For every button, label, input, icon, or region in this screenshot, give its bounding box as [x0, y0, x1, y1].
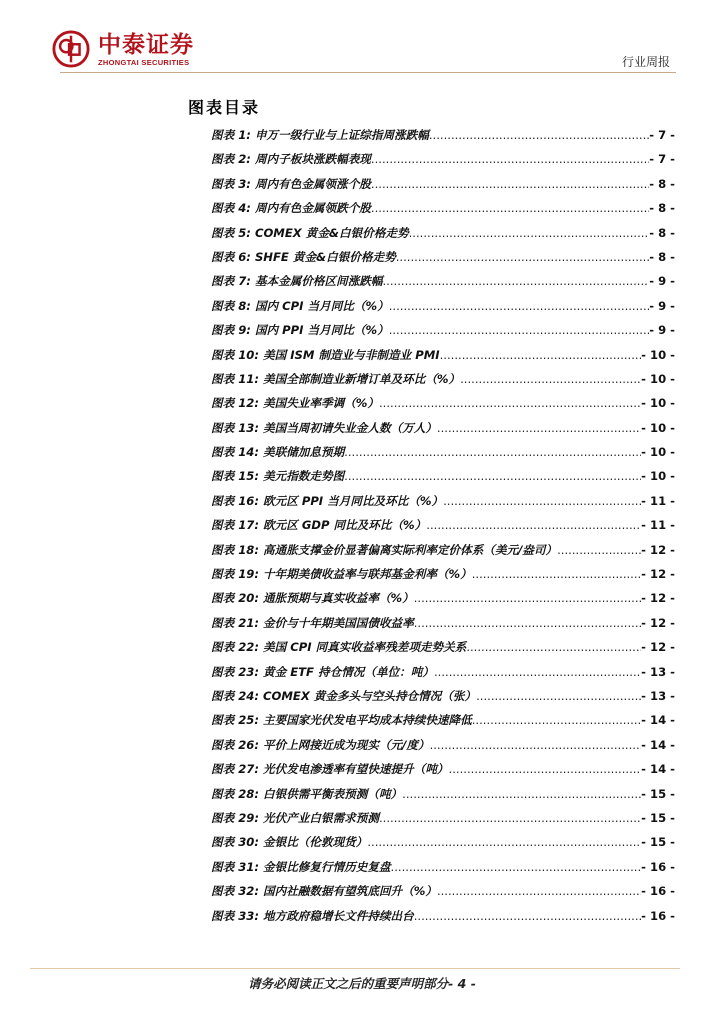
toc-entry-number: 图表 32: [211, 884, 255, 899]
toc-entry-number: 图表 7: [211, 274, 247, 289]
report-type-label: 行业周报: [621, 55, 670, 69]
toc-dot-leader: [409, 226, 650, 240]
toc-entry-title: 金银比修复行情历史复盘: [263, 859, 391, 874]
toc-entry-page: - 10 -: [641, 469, 675, 484]
toc-entry-page: - 9 -: [649, 298, 675, 313]
footer-disclaimer: 请务必阅读正文之后的重要声明部分- 4 -: [248, 976, 476, 991]
toc-entry-number: 图表 18: [211, 542, 255, 557]
toc-entry-number: 图表 24: [211, 688, 255, 703]
toc-entry[interactable]: [211, 176, 675, 200]
toc-entry-number: 图表 33: [211, 908, 255, 923]
toc-dot-leader: [460, 372, 641, 386]
toc-entry-page: - 11 -: [641, 493, 675, 508]
toc-entry-title: 通胀预期与真实收益率（%）: [263, 591, 414, 606]
toc-entry-number: 图表 29: [211, 810, 255, 825]
toc-entry-page: - 10 -: [641, 371, 675, 386]
toc-entry[interactable]: [211, 883, 675, 907]
toc-entry-title: 美国 CPI 同真实收益率残差项走势关系: [263, 640, 467, 655]
toc-entry-colon: :: [254, 859, 259, 874]
toc-heading: 图表目录: [188, 98, 261, 117]
toc-entry[interactable]: [211, 859, 675, 883]
zhongtai-logo-icon: [52, 30, 90, 68]
toc-entry-colon: :: [246, 249, 251, 264]
toc-entry[interactable]: [211, 371, 675, 395]
toc-dot-leader: [429, 128, 649, 142]
toc-entry-title: 美国 ISM 制造业与非制造业 PMI: [263, 347, 440, 362]
toc-entry-title: 美国失业率季调（%）: [263, 396, 379, 411]
toc-entry-page: - 12 -: [641, 640, 675, 655]
toc-entry-number: 图表 10: [211, 347, 255, 362]
toc-entry-title: 周内有色金属领涨个股: [254, 176, 371, 191]
toc-dot-leader: [472, 713, 641, 727]
toc-entry[interactable]: [211, 908, 675, 932]
toc-entry-colon: :: [254, 884, 259, 899]
toc-dot-leader: [414, 616, 641, 630]
toc-entry-number: 图表 2: [211, 152, 247, 167]
toc-entry-number: 图表 15: [211, 469, 255, 484]
toc-entry-page: - 15 -: [641, 835, 675, 850]
toc-entry-number: 图表 16: [211, 493, 255, 508]
toc-entry-title: 高通胀支撑金价显著偏离实际利率定价体系（美元/盎司）: [263, 542, 558, 557]
toc-entry-number: 图表 23: [211, 664, 255, 679]
toc-entry-colon: :: [246, 298, 251, 313]
toc-entry-number: 图表 13: [211, 420, 255, 435]
toc-entry[interactable]: [211, 834, 675, 858]
toc-entry[interactable]: [211, 688, 675, 712]
toc-dot-leader: [402, 787, 641, 801]
toc-entry-number: 图表 14: [211, 445, 255, 460]
toc-entry[interactable]: [211, 517, 675, 541]
toc-dot-leader: [437, 884, 641, 898]
toc-dot-leader: [430, 738, 642, 752]
toc-entry[interactable]: [211, 249, 675, 273]
toc-entry-colon: :: [254, 591, 259, 606]
toc-entry-colon: :: [254, 835, 259, 850]
toc-entry-colon: :: [246, 128, 251, 142]
toc-dot-leader: [434, 665, 641, 679]
toc-dot-leader: [371, 152, 649, 166]
toc-entry-page: - 12 -: [641, 615, 675, 630]
toc-dot-leader: [344, 469, 641, 483]
toc-entry-number: 图表 21: [211, 615, 255, 630]
toc-entry-colon: :: [254, 469, 259, 484]
toc-entry-page: - 9 -: [649, 323, 675, 338]
toc-dot-leader: [396, 250, 650, 264]
toc-entry-number: 图表 17: [211, 518, 255, 533]
toc-entry-colon: :: [254, 371, 259, 386]
toc-entry-colon: :: [246, 274, 251, 289]
toc-entry-colon: :: [254, 567, 259, 582]
toc-entry-title: 国内 PPI 当月同比（%）: [254, 323, 389, 338]
toc-entry-page: - 16 -: [641, 884, 675, 899]
toc-entry[interactable]: [211, 468, 675, 492]
toc-entry[interactable]: [211, 639, 675, 663]
toc-entry-page: - 9 -: [649, 274, 675, 289]
toc-entry-colon: :: [254, 615, 259, 630]
toc-dot-leader: [371, 201, 649, 215]
toc-entry[interactable]: [211, 298, 675, 322]
toc-entry[interactable]: [211, 566, 675, 590]
toc-entry-number: 图表 31: [211, 859, 255, 874]
toc-entry[interactable]: [211, 615, 675, 639]
toc-dot-leader: [389, 323, 650, 337]
toc-entry-colon: :: [254, 713, 259, 728]
toc-entry-number: 图表 28: [211, 786, 255, 801]
toc-entry-colon: :: [246, 201, 251, 216]
toc-dot-leader: [389, 299, 650, 313]
toc-entry-number: 图表 6: [211, 249, 247, 264]
company-logo: [52, 30, 194, 68]
toc-entry-title: 欧元区 GDP 同比及环比（%）: [263, 518, 427, 533]
toc-entry-page: - 10 -: [641, 420, 675, 435]
toc-entry[interactable]: [211, 395, 675, 419]
toc-entry[interactable]: [211, 737, 675, 761]
toc-entry[interactable]: [211, 127, 675, 151]
toc-entry[interactable]: [211, 664, 675, 688]
toc-dot-leader: [472, 567, 641, 581]
toc-entry-number: 图表 20: [211, 591, 255, 606]
toc-entry[interactable]: [211, 151, 675, 175]
toc-entry-page: - 16 -: [641, 908, 675, 923]
toc-dot-leader: [371, 177, 649, 191]
toc-entry-page: - 15 -: [641, 786, 675, 801]
toc-entry-page: - 11 -: [641, 518, 675, 533]
toc-dot-leader: [437, 421, 641, 435]
toc-entry-page: - 14 -: [641, 762, 675, 777]
toc-entry-colon: :: [254, 445, 259, 460]
logo-chinese-name: 中泰证券: [98, 31, 194, 58]
toc-entry-colon: :: [246, 323, 251, 338]
toc-dot-leader: [382, 274, 649, 288]
toc-entry-page: - 15 -: [641, 810, 675, 825]
toc-entry-title: 周内有色金属领跌个股: [254, 201, 371, 216]
toc-entry-page: - 10 -: [641, 396, 675, 411]
toc-entry-title: 国内 CPI 当月同比（%）: [254, 298, 389, 313]
toc-dot-leader: [557, 543, 641, 557]
toc-entry[interactable]: [211, 273, 675, 297]
toc-entry-colon: :: [254, 396, 259, 411]
toc-entry-number: 图表 22: [211, 640, 255, 655]
toc-dot-leader: [443, 494, 641, 508]
toc-entry-title: 光伏发电渗透率有望快速提升（吨）: [263, 762, 449, 777]
toc-entry-page: - 14 -: [641, 713, 675, 728]
toc-dot-leader: [379, 396, 641, 410]
toc-entry-title: COMEX 黄金多头与空头持仓情况（张）: [263, 688, 477, 703]
header-divider: [60, 72, 676, 73]
toc-entry-title: 美国当周初请失业金人数（万人）: [263, 420, 437, 435]
toc-entry-title: 欧元区 PPI 当月同比及环比（%）: [263, 493, 444, 508]
toc-entry-colon: :: [254, 810, 259, 825]
toc-entry-number: 图表 4: [211, 201, 247, 216]
toc-entry-title: 黄金 ETF 持仓情况（单位：吨）: [263, 664, 434, 679]
toc-entry-number: 图表 27: [211, 762, 255, 777]
toc-entry-colon: :: [254, 908, 259, 923]
toc-entry-title: 地方政府稳增长文件持续出台: [263, 908, 414, 923]
toc-entry[interactable]: [211, 225, 675, 249]
toc-entry[interactable]: [211, 493, 675, 517]
toc-entry-page: - 12 -: [641, 567, 675, 582]
toc-entry[interactable]: [211, 542, 675, 566]
toc-entry-colon: :: [254, 786, 259, 801]
toc-entry-title: 白银供需平衡表预测（吨）: [263, 786, 403, 801]
toc-entry-page: - 10 -: [641, 347, 675, 362]
toc-entry-number: 图表 5: [211, 225, 247, 240]
toc-entry-colon: :: [254, 493, 259, 508]
toc-entry-title: 十年期美债收益率与联邦基金利率（%）: [263, 567, 472, 582]
toc-entry-page: - 8 -: [649, 176, 675, 191]
toc-entry-colon: :: [246, 176, 251, 191]
toc-entry-title: 金价与十年期美国国债收益率: [263, 615, 414, 630]
toc-entry-number: 图表 1: [211, 128, 247, 142]
toc-entry[interactable]: [211, 712, 675, 736]
toc-entry[interactable]: [211, 444, 675, 468]
toc-entry-page: - 12 -: [641, 542, 675, 557]
toc-entry-page: - 10 -: [641, 445, 675, 460]
toc-entry[interactable]: [211, 590, 675, 614]
toc-entry[interactable]: [211, 347, 675, 371]
toc-entry-page: - 8 -: [649, 249, 675, 264]
toc-entry-colon: :: [254, 664, 259, 679]
toc-dot-leader: [414, 591, 641, 605]
toc-entry-colon: :: [254, 640, 259, 655]
toc-entry-page: - 12 -: [641, 591, 675, 606]
toc-dot-leader: [391, 860, 642, 874]
toc-entry-title: 主要国家光伏发电平均成本持续快速降低: [263, 713, 472, 728]
toc-entry-colon: :: [254, 420, 259, 435]
toc-entry[interactable]: [211, 761, 675, 785]
toc-entry-number: 图表 12: [211, 396, 255, 411]
toc-list: [211, 127, 675, 932]
toc-entry-number: 图表 3: [211, 176, 247, 191]
page-header: [0, 0, 724, 80]
toc-entry-title: SHFE 黄金&白银价格走势: [254, 249, 396, 264]
toc-entry-title: 金银比（伦敦现货）: [263, 835, 368, 850]
toc-entry-title: 美国全部制造业新增订单及环比（%）: [263, 371, 461, 386]
toc-entry-title: 光伏产业白银需求预测: [263, 810, 379, 825]
toc-entry-number: 图表 19: [211, 567, 255, 582]
toc-dot-leader: [414, 909, 641, 923]
toc-dot-leader: [476, 689, 641, 703]
toc-entry-colon: :: [254, 542, 259, 557]
toc-entry-title: 国内社融数据有望筑底回升（%）: [263, 884, 437, 899]
toc-entry-colon: :: [246, 225, 251, 240]
toc-entry-colon: :: [254, 688, 259, 703]
toc-entry-number: 图表 11: [211, 371, 255, 386]
toc-entry-number: 图表 26: [211, 737, 255, 752]
footer-divider: [30, 968, 680, 969]
toc-dot-leader: [449, 762, 642, 776]
toc-entry-page: - 8 -: [649, 201, 675, 216]
toc-entry-title: COMEX 黄金&白银价格走势: [254, 225, 409, 240]
toc-entry-number: 图表 30: [211, 835, 255, 850]
logo-english-name: ZHONGTAI SECURITIES: [98, 57, 190, 67]
toc-dot-leader: [379, 811, 641, 825]
toc-entry[interactable]: [211, 786, 675, 810]
toc-entry-page: - 16 -: [641, 859, 675, 874]
toc-entry-page: - 7 -: [649, 152, 675, 167]
toc-entry-title: 美元指数走势图: [263, 469, 345, 484]
toc-dot-leader: [466, 640, 641, 654]
toc-entry-page: - 14 -: [641, 737, 675, 752]
toc-entry-colon: :: [254, 762, 259, 777]
toc-entry-colon: :: [254, 347, 259, 362]
toc-entry-number: 图表 9: [211, 323, 247, 338]
toc-entry-number: 图表 8: [211, 298, 247, 313]
toc-entry-title: 平价上网接近成为现实（元/度）: [263, 737, 430, 752]
toc-dot-leader: [367, 835, 641, 849]
toc-entry[interactable]: [211, 810, 675, 834]
toc-entry-title: 美联储加息预期: [263, 445, 345, 460]
toc-entry-title: 周内子板块涨跌幅表现: [254, 152, 371, 167]
toc-dot-leader: [344, 445, 641, 459]
toc-entry-colon: :: [246, 152, 251, 167]
toc-entry-page: - 13 -: [641, 688, 675, 703]
toc-dot-leader: [426, 518, 641, 532]
toc-entry-title: 申万一级行业与上证综指周涨跌幅: [254, 128, 429, 142]
toc-entry-colon: :: [254, 737, 259, 752]
toc-entry[interactable]: [211, 420, 675, 444]
toc-entry-title: 基本金属价格区间涨跌幅: [254, 274, 383, 289]
toc-dot-leader: [440, 348, 642, 362]
toc-entry[interactable]: [211, 200, 675, 224]
toc-entry-colon: :: [254, 518, 259, 533]
toc-entry-page: - 7 -: [649, 128, 675, 142]
toc-entry-page: - 13 -: [641, 664, 675, 679]
toc-entry-page: - 8 -: [649, 225, 675, 240]
toc-entry-number: 图表 25: [211, 713, 255, 728]
toc-entry[interactable]: [211, 322, 675, 346]
